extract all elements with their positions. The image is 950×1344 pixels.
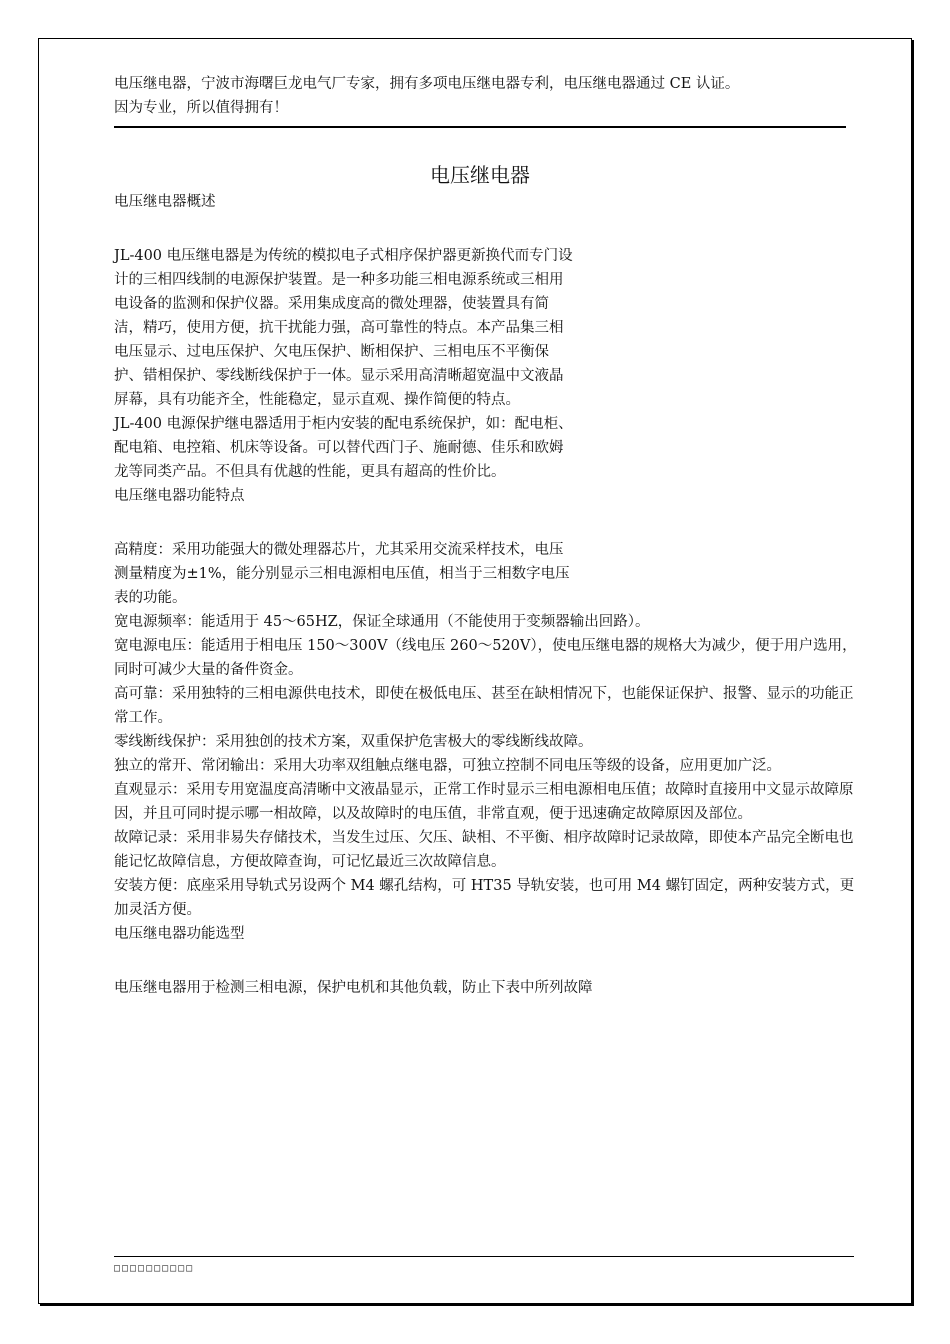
page-border-shadow-right xyxy=(912,40,914,1306)
selection-paragraph-1: 电压继电器用于检测三相电源，保护电机和其他负载，防止下表中所列故障 xyxy=(114,980,593,996)
document-title: 电压继电器 xyxy=(430,163,530,187)
features-list xyxy=(114,538,859,922)
header-line-1: 电压继电器，宁波市海曙巨龙电气厂专家，拥有多项电压继电器专利，电压继电器通过 CE 认证。 xyxy=(114,76,740,92)
page-border-shadow-bottom xyxy=(40,1304,914,1306)
feature-item: 零线断线保护：采用独创的技术方案，双重保护危害极大的零线断线故障。 xyxy=(114,734,593,750)
footer-text: □□□□□□□□□□ xyxy=(114,1263,195,1274)
overview-heading: 电压继电器概述 xyxy=(114,194,216,210)
selection-heading: 电压继电器功能选型 xyxy=(114,926,245,942)
overview-paragraph-1: JL-400 电压继电器是为传统的模拟电子式相序保护器更新换代而专门设计的三相四线制的电源保护装置。是一种多功能三相电源系统或三相用电设备的监测和保护仪器。采用集成度高的微处理器，使装置具有简洁，精巧，使用方便，抗干扰能力强，高可靠性的特点。本产品集三相电压显示、过电压保护、欠电压保护、断相保护、三相电压不平衡保护、错相保护、零线断线保护于一体。显示采用高清晰超宽温中文液晶屏幕，具有功能齐全，性能稳定，显示直观、操作简便的特点。 xyxy=(114,248,573,408)
feature-item: 直观显示：采用专用宽温度高清晰中文液晶显示，正常工作时显示三相电源相电压值；故障时直接用中文显示故障原因，并且可同时提示哪一相故障，以及故障时的电压值，非常直观，便于迅速确定故障原因及部位。 xyxy=(114,782,854,822)
document-body xyxy=(114,72,859,1000)
feature-item: 故障记录：采用非易失存储技术，当发生过压、欠压、缺相、不平衡、相序故障时记录故障，即使本产品完全断电也能记忆故障信息，方便故障查询，可记忆最近三次故障信息。 xyxy=(114,830,854,870)
feature-item: 宽电源频率：能适用于 45～65HZ，保证全球通用（不能使用于变频器输出回路）。 xyxy=(114,614,650,630)
overview-paragraph-2: JL-400 电源保护继电器适用于柜内安装的配电系统保护，如：配电柜、配电箱、电控箱、机床等设备。可以替代西门子、施耐德、佳乐和欧姆龙等同类产品。不但具有优越的性能，更具有超高的性价比。 xyxy=(114,416,573,480)
feature-item: 高精度：采用功能强大的微处理器芯片，尤其采用交流采样技术，电压测量精度为±1%，能分别显示三相电源相电压值，相当于三相数字电压表的功能。 xyxy=(114,542,570,606)
feature-item: 独立的常开、常闭输出：采用大功率双组触点继电器，可独立控制不同电压等级的设备，应用更加广泛。 xyxy=(114,758,781,774)
features-heading: 电压继电器功能特点 xyxy=(114,488,245,504)
header-line-2: 因为专业，所以值得拥有！ xyxy=(114,100,288,116)
feature-item: 宽电源电压：能适用于相电压 150～300V（线电压 260～520V），使电压继电器的规格大为减少，便于用户选用，同时可减少大量的备件资金。 xyxy=(114,638,857,678)
feature-item: 安装方便：底座采用导轨式另设两个 M4 螺孔结构，可 HT35 导轨安装，也可用 M4 螺钉固定，两种安装方式，更加灵活方便。 xyxy=(114,878,855,918)
header-divider xyxy=(114,126,846,128)
footer-divider xyxy=(114,1256,854,1257)
page-header xyxy=(114,72,859,120)
feature-item: 高可靠：采用独特的三相电源供电技术，即使在极低电压、甚至在缺相情况下，也能保证保护、报警、显示的功能正常工作。 xyxy=(114,686,854,726)
